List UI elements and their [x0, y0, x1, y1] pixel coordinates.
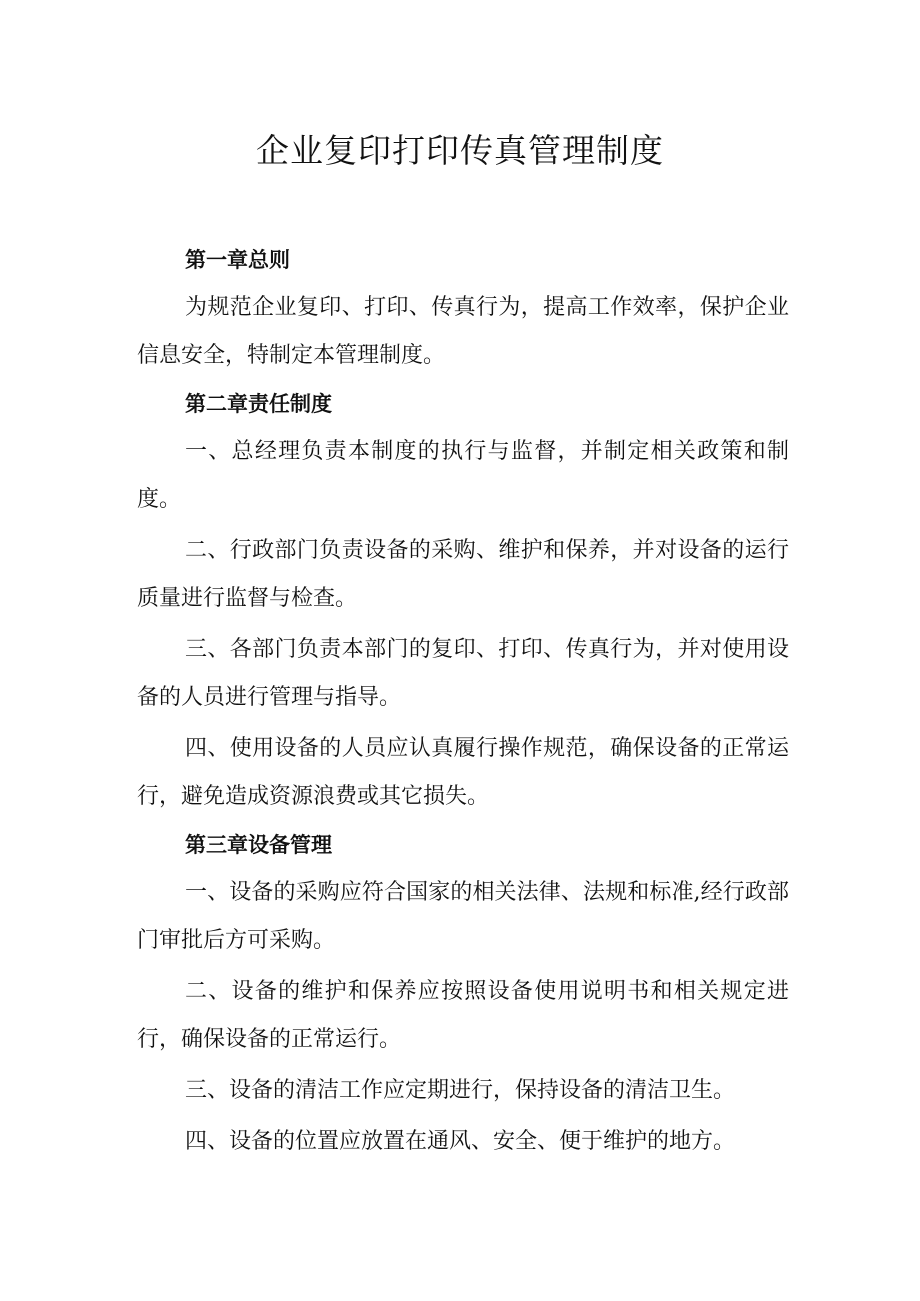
paragraph: 一、总经理负责本制度的执行与监督，并制定相关政策和制度。	[137, 439, 789, 512]
paragraph: 四、设备的位置应放置在通风、安全、便于维护的地方。	[185, 1129, 736, 1154]
section-responsibility	[137, 380, 789, 821]
paragraph: 为规范企业复印、打印、传真行为，提高工作效率，保护企业信息安全，特制定本管理制度。	[137, 295, 789, 368]
paragraph: 四、使用设备的人员应认真履行操作规范，确保设备的正常运行，避免造成资源浪费或其它损失。	[137, 736, 789, 809]
paragraph: 三、设备的清洁工作应定期进行，保持设备的清洁卫生。	[185, 1078, 736, 1103]
section-general	[137, 236, 789, 380]
paragraph: 二、设备的维护和保养应按照设备使用说明书和相关规定进行，确保设备的正常运行。	[137, 979, 789, 1052]
document-title: 企业复印打印传真管理制度	[256, 131, 664, 170]
document-body	[137, 236, 789, 1166]
section-equipment	[137, 821, 789, 1166]
section-heading: 第三章设备管理	[185, 833, 332, 857]
paragraph: 三、各部门负责本部门的复印、打印、传真行为，并对使用设备的人员进行管理与指导。	[137, 637, 789, 710]
paragraph: 二、行政部门负责设备的采购、维护和保养，并对设备的运行质量进行监督与检查。	[137, 538, 789, 611]
section-heading: 第一章总则	[185, 248, 290, 272]
section-heading: 第二章责任制度	[185, 392, 332, 416]
paragraph: 一、设备的采购应符合国家的相关法律、法规和标准,经行政部门审批后方可采购。	[137, 880, 789, 953]
